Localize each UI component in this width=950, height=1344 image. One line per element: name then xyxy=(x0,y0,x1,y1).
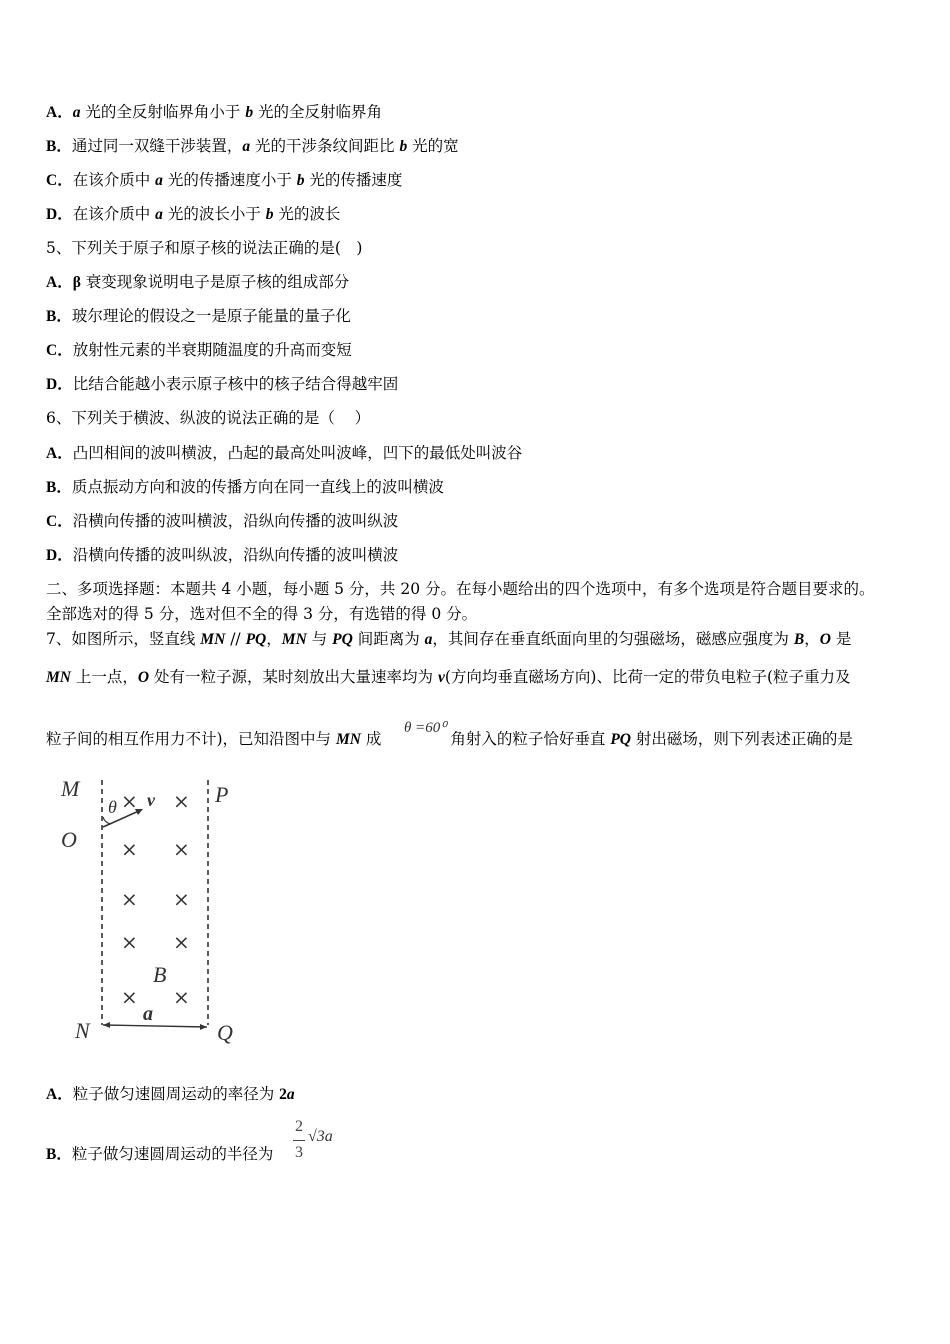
text-segment: ，其间存在垂直纸面向里的匀强磁场，磁感应强度为 xyxy=(432,630,794,648)
text-segment: 处有一粒子源，某时刻放出大量速率均为 xyxy=(149,668,438,686)
text-line xyxy=(46,629,851,650)
text-segment: 6、下列关于横波、纵波的说法正确的是（ ） xyxy=(46,409,371,427)
label-q: Q xyxy=(217,1020,233,1045)
text-segment: 光的全反射临界角小于 xyxy=(80,103,246,121)
field-cross: × xyxy=(121,930,138,954)
text-segment: 射出磁场，则下列表述正确的是 xyxy=(631,730,853,748)
text-segment: 光的传播速度 xyxy=(304,171,403,189)
option-label: B． xyxy=(46,1146,72,1163)
text-segment: 上一点， xyxy=(70,668,138,686)
label-b: B xyxy=(153,962,167,987)
text-segment: 是 xyxy=(830,630,852,648)
text-line xyxy=(46,545,398,566)
option-label: B． xyxy=(46,308,72,325)
option-label: D． xyxy=(46,376,73,393)
field-cross: × xyxy=(173,887,190,911)
text-segment: 质点振动方向和波的传播方向在同一直线上的波叫横波 xyxy=(71,478,444,496)
text-segment: v xyxy=(437,669,445,686)
text-segment: 成 xyxy=(360,730,382,748)
text-segment: 比结合能越小表示原子核中的核子结合得越牢固 xyxy=(72,375,399,393)
text-segment: b xyxy=(399,138,408,155)
text-segment: 沿横向传播的波叫横波，沿纵向传播的波叫纵波 xyxy=(72,512,399,530)
option-label: C． xyxy=(46,513,73,530)
field-cross: × xyxy=(173,985,190,1009)
text-segment: 间距离为 xyxy=(352,630,425,648)
label-theta: θ xyxy=(108,797,117,817)
distance-arrow xyxy=(103,1025,207,1027)
text-line xyxy=(46,604,477,624)
fraction-numerator: 2 xyxy=(295,1118,303,1135)
text-segment: a xyxy=(72,104,81,121)
option-label: C． xyxy=(46,342,73,359)
arrow-head-left xyxy=(103,1022,110,1028)
text-segment: PQ xyxy=(245,631,267,648)
text-segment: 7、如图所示，竖直线 xyxy=(46,630,201,648)
field-cross: × xyxy=(173,789,190,813)
text-line xyxy=(46,1144,273,1165)
text-segment: 光的传播速度小于 xyxy=(162,171,297,189)
field-cross: × xyxy=(121,985,138,1009)
text-segment: 通过同一双缝干涉装置， xyxy=(71,137,243,155)
label-a: a xyxy=(143,1003,153,1025)
text-segment: 光的宽 xyxy=(407,137,459,155)
text-segment: a xyxy=(155,172,163,189)
text-segment xyxy=(341,240,357,257)
field-cross: × xyxy=(121,887,138,911)
label-m: M xyxy=(61,776,80,801)
text-line xyxy=(46,408,370,428)
text-line xyxy=(46,170,402,191)
angle-arc xyxy=(103,817,111,824)
text-line xyxy=(46,477,444,498)
text-segment: a xyxy=(424,631,433,648)
text-segment: PQ xyxy=(332,631,353,648)
option-label: C． xyxy=(46,172,73,189)
text-line xyxy=(46,374,398,395)
text-segment: a xyxy=(242,138,251,155)
text-line xyxy=(46,667,851,688)
text-segment: MN xyxy=(281,631,307,648)
text-segment: 光的全反射临界角 xyxy=(253,103,382,121)
text-segment: 全部选对的得 5 分，选对但不全的得 3 分，有选错的得 0 分。 xyxy=(46,605,478,623)
text-segment: 光的波长 xyxy=(273,205,341,223)
option-label: B． xyxy=(46,138,72,155)
text-segment: 2 xyxy=(279,1086,287,1103)
text-segment: b xyxy=(265,206,274,223)
option-label: D． xyxy=(46,547,73,564)
text-line xyxy=(46,443,522,464)
theta-expression: θ =60⁰ xyxy=(404,720,447,736)
text-segment: a xyxy=(155,206,163,223)
label-n: N xyxy=(75,1018,90,1043)
text-segment: 沿横向传播的波叫纵波，沿纵向传播的波叫横波 xyxy=(72,546,399,564)
option-label: A． xyxy=(46,274,73,291)
text-segment: ， xyxy=(804,630,820,648)
text-line xyxy=(46,238,362,259)
text-line xyxy=(46,272,349,293)
text-segment: 5、下列关于原子和原子核的说法正确的是( xyxy=(46,239,341,257)
text-line xyxy=(46,340,352,361)
text-segment: 角射入的粒子恰好垂直 xyxy=(450,730,611,748)
text-segment: 光的波长小于 xyxy=(162,205,266,223)
sqrt-expression: √3a xyxy=(308,1128,333,1145)
label-v: v xyxy=(147,790,155,810)
field-cross: × xyxy=(173,930,190,954)
text-segment: 放射性元素的半衰期随温度的升高而变短 xyxy=(72,341,352,359)
text-segment: PQ xyxy=(610,731,631,748)
text-line xyxy=(46,579,875,599)
text-segment: 二、多项选择题：本题共 4 小题，每小题 5 分，共 20 分。在每小题给出的四个选项中，有多个选项是符合题目要求的。 xyxy=(46,580,875,598)
field-cross: × xyxy=(121,837,138,861)
label-p: P xyxy=(215,782,229,807)
text-segment: 粒子间的相互作用力不计)，已知沿图中与 xyxy=(46,730,336,748)
text-segment: 衰变现象说明电子是原子核的组成部分 xyxy=(80,273,350,291)
text-segment: ) xyxy=(356,239,363,257)
magnetic-field-diagram xyxy=(55,770,255,1055)
text-segment: MN xyxy=(335,731,361,748)
text-segment: ， xyxy=(266,630,282,648)
text-line xyxy=(46,511,398,532)
text-line xyxy=(46,136,459,157)
text-segment: 粒子做匀速圆周运动的半径为 xyxy=(71,1145,274,1163)
fraction-bar xyxy=(293,1140,305,1141)
option-label: A． xyxy=(46,445,73,462)
option-label: A． xyxy=(46,104,73,121)
text-line xyxy=(46,204,340,225)
arrow-head-right xyxy=(200,1024,207,1030)
fraction-denominator: 3 xyxy=(295,1144,303,1161)
text-segment: 与 xyxy=(306,630,333,648)
option-label: B． xyxy=(46,479,72,496)
field-cross: × xyxy=(173,837,190,861)
text-segment: B xyxy=(793,631,805,648)
text-line xyxy=(46,729,853,750)
text-segment: O xyxy=(137,669,150,686)
label-o: O xyxy=(61,827,77,852)
text-segment: β xyxy=(72,274,81,291)
text-segment: MN xyxy=(200,631,226,648)
text-segment: MN xyxy=(46,669,71,686)
option-label: A． xyxy=(46,1086,73,1103)
text-segment: 在该介质中 xyxy=(72,205,156,223)
text-segment: b xyxy=(245,104,254,121)
option-label: D． xyxy=(46,206,73,223)
text-segment: O xyxy=(819,631,831,648)
text-segment: 凸凹相间的波叫横波，凸起的最高处叫波峰，凹下的最低处叫波谷 xyxy=(72,444,523,462)
text-segment: (方向均垂直磁场方向)、比荷一定的带负电粒子(粒子重力及 xyxy=(444,668,851,686)
text-line xyxy=(46,1084,295,1105)
text-segment: 玻尔理论的假设之一是原子能量的量子化 xyxy=(71,307,351,325)
text-segment: // xyxy=(225,630,246,648)
text-segment: b xyxy=(296,172,305,189)
text-line xyxy=(46,102,382,123)
text-segment: 光的干涉条纹间距比 xyxy=(250,137,400,155)
text-segment: a xyxy=(286,1086,295,1103)
field-cross: × xyxy=(121,789,138,813)
text-line xyxy=(46,306,351,327)
text-segment: 在该介质中 xyxy=(72,171,156,189)
text-segment: 粒子做匀速圆周运动的率径为 xyxy=(72,1085,280,1103)
